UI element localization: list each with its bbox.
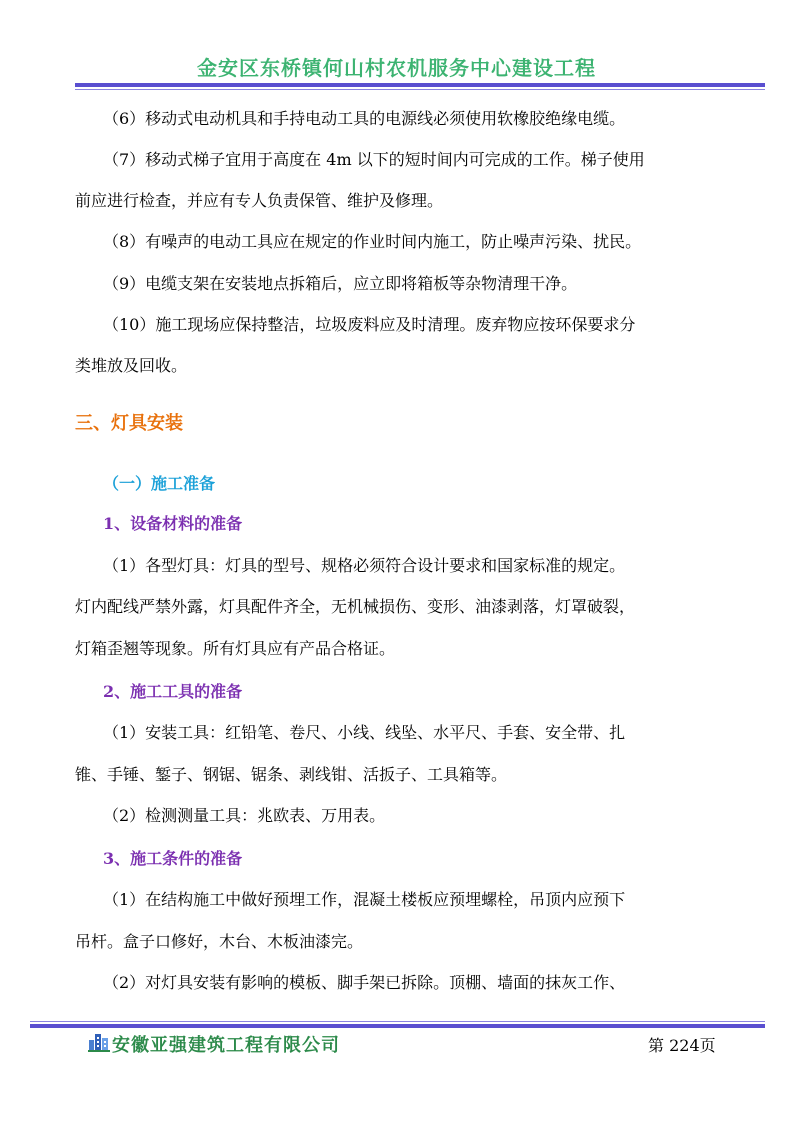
header-divider [75, 83, 765, 87]
item-heading: 1、设备材料的准备 [103, 514, 243, 533]
paragraph-line: （2）检测测量工具：兆欧表、万用表。 [103, 806, 386, 825]
paragraph-line: （1）安装工具：红铅笔、卷尺、小线、线坠、水平尺、手套、安全带、扎 [103, 723, 626, 742]
paragraph-line: （8）有噪声的电动工具应在规定的作业时间内施工，防止噪声污染、扰民。 [103, 232, 642, 251]
paragraph-line: 锥、手锤、錾子、钢锯、锯条、剥线钳、活扳子、工具箱等。 [75, 765, 508, 784]
paragraph-line: （1）各型灯具：灯具的型号、规格必须符合设计要求和国家标准的规定。 [103, 556, 626, 575]
building-logo-icon [88, 1030, 110, 1052]
company-name: 安徽亚强建筑工程有限公司 [112, 1035, 340, 1056]
paragraph-line: （1）在结构施工中做好预埋工作，混凝土楼板应预埋螺栓，吊顶内应预下 [103, 890, 626, 909]
paragraph-line: （7）移动式梯子宜用于高度在 4m 以下的短时间内可完成的工作。梯子使用 [103, 150, 645, 169]
item-heading: 3、施工条件的准备 [103, 849, 243, 868]
page-number: 第 224页 [648, 1036, 716, 1055]
footer-divider [30, 1024, 765, 1028]
paragraph-line: 灯内配线严禁外露，灯具配件齐全，无机械损伤、变形、油漆剥落，灯罩破裂， [75, 597, 636, 616]
paragraph-line: 灯箱歪翘等现象。所有灯具应有产品合格证。 [75, 639, 396, 658]
paragraph-line: （10）施工现场应保持整洁，垃圾废料应及时清理。废弃物应按环保要求分 [103, 315, 636, 334]
header-divider-thin [75, 89, 765, 90]
paragraph-line: 吊杆。盒子口修好，木台、木板油漆完。 [75, 932, 364, 951]
item-heading: 2、施工工具的准备 [103, 682, 243, 701]
document-title: 金安区东桥镇何山村农机服务中心建设工程 [197, 56, 596, 80]
paragraph-line: 前应进行检查，并应有专人负责保管、维护及修理。 [75, 191, 444, 210]
footer-divider-thin [30, 1021, 765, 1022]
section-heading: 三、灯具安装 [75, 413, 183, 434]
paragraph-line: （6）移动式电动机具和手持电动工具的电源线必须使用软橡胶绝缘电缆。 [103, 109, 626, 128]
subsection-heading: （一）施工准备 [103, 474, 216, 493]
paragraph-line: （2）对灯具安装有影响的模板、脚手架已拆除。顶棚、墙面的抹灰工作、 [103, 973, 626, 992]
paragraph-line: （9）电缆支架在安装地点拆箱后，应立即将箱板等杂物清理干净。 [103, 274, 578, 293]
paragraph-line: 类堆放及回收。 [75, 356, 188, 375]
